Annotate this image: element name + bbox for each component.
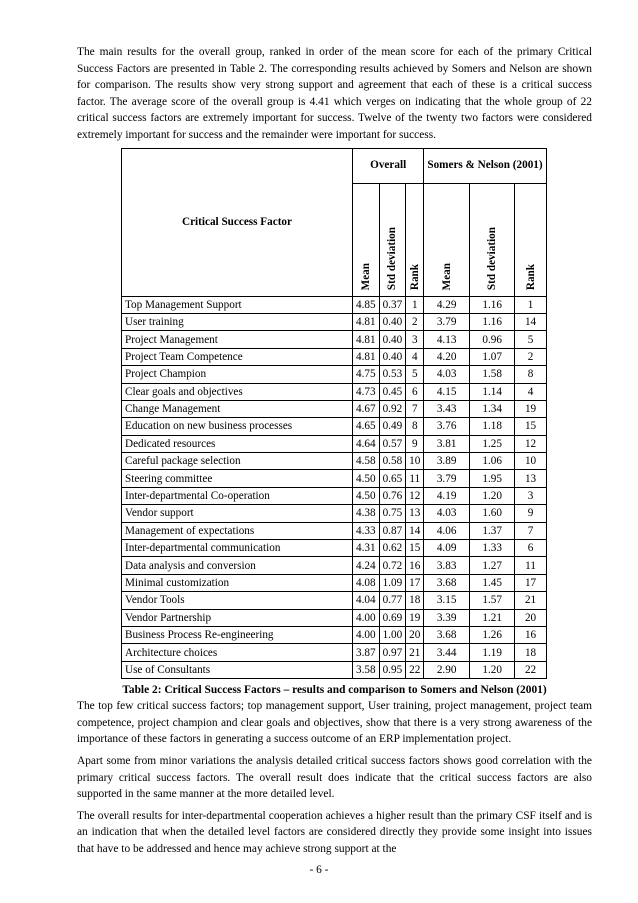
value-cell-r1: 6 (406, 383, 424, 400)
value-cell-s1: 0.37 (379, 296, 406, 313)
value-cell-s2: 1.19 (469, 644, 515, 661)
value-cell-r2: 9 (515, 505, 546, 522)
value-cell-m2: 3.15 (424, 592, 470, 609)
somers-mean-label: Mean (440, 263, 453, 291)
overall-group-header: Overall (353, 148, 424, 183)
value-cell-r1: 14 (406, 522, 424, 539)
value-cell-m1: 4.58 (353, 453, 380, 470)
somers-std-label: Std deviation (486, 227, 499, 291)
value-cell-s1: 1.09 (379, 574, 406, 591)
overall-std-label: Std deviation (386, 227, 399, 291)
factor-name-cell: Project Champion (122, 366, 353, 383)
factor-name-cell: Dedicated resources (122, 435, 353, 452)
value-cell-r2: 19 (515, 400, 546, 417)
table-row (122, 313, 547, 330)
value-cell-r1: 2 (406, 313, 424, 330)
value-cell-m2: 3.76 (424, 418, 470, 435)
value-cell-r1: 17 (406, 574, 424, 591)
value-cell-r2: 2 (515, 348, 546, 365)
value-cell-m2: 2.90 (424, 661, 470, 678)
table-row (122, 609, 547, 626)
value-cell-r2: 8 (515, 366, 546, 383)
value-cell-m1: 4.73 (353, 383, 380, 400)
value-cell-s2: 1.16 (469, 296, 515, 313)
value-cell-s1: 0.65 (379, 470, 406, 487)
value-cell-s1: 0.53 (379, 366, 406, 383)
value-cell-m2: 4.06 (424, 522, 470, 539)
overall-std-header (379, 183, 406, 296)
value-cell-r2: 15 (515, 418, 546, 435)
value-cell-s1: 0.95 (379, 661, 406, 678)
factor-column-header: Critical Success Factor (122, 148, 353, 296)
value-cell-r1: 18 (406, 592, 424, 609)
factor-name-cell: Vendor support (122, 505, 353, 522)
paragraph-interdepartmental: The overall results for inter-departmental cooperation achieves a higher result than the primary CSF itself and is an indication that when the detailed level factors are considered directly they provide some insight into issues that have to be addressed and hence may achieve strong support at the (77, 809, 592, 855)
overall-mean-header (353, 183, 380, 296)
value-cell-r1: 13 (406, 505, 424, 522)
table-row (122, 348, 547, 365)
table-row (122, 435, 547, 452)
value-cell-s1: 0.69 (379, 609, 406, 626)
value-cell-r1: 15 (406, 540, 424, 557)
value-cell-r1: 12 (406, 487, 424, 504)
value-cell-r1: 7 (406, 400, 424, 417)
value-cell-s2: 1.14 (469, 383, 515, 400)
factor-name-cell: Inter-departmental Co-operation (122, 487, 353, 504)
factor-name-cell: Use of Consultants (122, 661, 353, 678)
factor-name-cell: Vendor Partnership (122, 609, 353, 626)
table-row (122, 331, 547, 348)
value-cell-s1: 0.72 (379, 557, 406, 574)
value-cell-m2: 4.20 (424, 348, 470, 365)
factor-name-cell: Steering committee (122, 470, 353, 487)
csf-table (121, 148, 547, 680)
factor-name-cell: Architecture choices (122, 644, 353, 661)
value-cell-r2: 18 (515, 644, 546, 661)
value-cell-m1: 3.87 (353, 644, 380, 661)
value-cell-s1: 0.77 (379, 592, 406, 609)
factor-name-cell: Top Management Support (122, 296, 353, 313)
value-cell-s1: 0.49 (379, 418, 406, 435)
value-cell-s2: 1.60 (469, 505, 515, 522)
table-row (122, 592, 547, 609)
table-row (122, 296, 547, 313)
table-row (122, 470, 547, 487)
value-cell-m1: 3.58 (353, 661, 380, 678)
somers-rank-header (515, 183, 546, 296)
value-cell-s1: 0.97 (379, 644, 406, 661)
value-cell-s2: 1.26 (469, 626, 515, 643)
value-cell-r1: 4 (406, 348, 424, 365)
value-cell-r1: 5 (406, 366, 424, 383)
value-cell-m1: 4.81 (353, 331, 380, 348)
value-cell-r1: 11 (406, 470, 424, 487)
value-cell-s2: 1.95 (469, 470, 515, 487)
value-cell-s2: 1.34 (469, 400, 515, 417)
value-cell-m2: 4.13 (424, 331, 470, 348)
value-cell-r2: 16 (515, 626, 546, 643)
somers-mean-header (424, 183, 470, 296)
paragraph-top-factors: The top few critical success factors; top management support, User training, project management, project team competence, project champion and clear goals and objectives, show that there is a very strong awareness of the importance of these factors in generating a success outcome of an ERP implementation project. (77, 700, 592, 746)
table-row (122, 557, 547, 574)
value-cell-r1: 10 (406, 453, 424, 470)
value-cell-r1: 19 (406, 609, 424, 626)
value-cell-m1: 4.04 (353, 592, 380, 609)
factor-name-cell: Business Process Re-engineering (122, 626, 353, 643)
overall-rank-label: Rank (408, 264, 421, 291)
value-cell-r1: 20 (406, 626, 424, 643)
value-cell-r1: 8 (406, 418, 424, 435)
table-row (122, 626, 547, 643)
value-cell-s1: 0.92 (379, 400, 406, 417)
table-row (122, 644, 547, 661)
value-cell-m1: 4.31 (353, 540, 380, 557)
value-cell-s1: 0.58 (379, 453, 406, 470)
value-cell-m1: 4.75 (353, 366, 380, 383)
value-cell-m2: 3.68 (424, 574, 470, 591)
value-cell-s2: 1.21 (469, 609, 515, 626)
value-cell-m2: 4.09 (424, 540, 470, 557)
value-cell-m2: 4.03 (424, 505, 470, 522)
value-cell-s1: 0.40 (379, 313, 406, 330)
table-row (122, 400, 547, 417)
csf-table-body (122, 296, 547, 679)
factor-name-cell: Education on new business processes (122, 418, 353, 435)
value-cell-m1: 4.00 (353, 609, 380, 626)
value-cell-m1: 4.81 (353, 313, 380, 330)
factor-name-cell: User training (122, 313, 353, 330)
overall-mean-label: Mean (359, 263, 372, 291)
table-row (122, 487, 547, 504)
value-cell-m1: 4.65 (353, 418, 380, 435)
value-cell-s2: 1.16 (469, 313, 515, 330)
paragraph-correlation: Apart some from minor variations the analysis detailed critical success factors shows good correlation with the primary critical success factors. The overall result does indicate that the critical success factors are also supported in the same manner at the more detailed level. (77, 754, 592, 801)
value-cell-r2: 5 (515, 331, 546, 348)
table-row (122, 383, 547, 400)
factor-name-cell: Careful package selection (122, 453, 353, 470)
value-cell-m2: 3.79 (424, 470, 470, 487)
value-cell-s1: 0.45 (379, 383, 406, 400)
value-cell-s1: 0.62 (379, 540, 406, 557)
value-cell-r1: 16 (406, 557, 424, 574)
factor-name-cell: Inter-departmental communication (122, 540, 353, 557)
value-cell-s2: 1.45 (469, 574, 515, 591)
value-cell-s1: 0.76 (379, 487, 406, 504)
value-cell-s1: 0.57 (379, 435, 406, 452)
value-cell-m1: 4.50 (353, 470, 380, 487)
value-cell-s1: 1.00 (379, 626, 406, 643)
table-row (122, 418, 547, 435)
value-cell-r2: 13 (515, 470, 546, 487)
value-cell-m2: 3.39 (424, 609, 470, 626)
value-cell-m2: 3.81 (424, 435, 470, 452)
value-cell-r2: 12 (515, 435, 546, 452)
page-content (77, 44, 592, 858)
value-cell-r2: 6 (515, 540, 546, 557)
factor-name-cell: Change Management (122, 400, 353, 417)
factor-name-cell: Data analysis and conversion (122, 557, 353, 574)
value-cell-m1: 4.38 (353, 505, 380, 522)
factor-name-cell: Project Team Competence (122, 348, 353, 365)
value-cell-m1: 4.67 (353, 400, 380, 417)
value-cell-r1: 22 (406, 661, 424, 678)
value-cell-r1: 1 (406, 296, 424, 313)
table-row (122, 453, 547, 470)
value-cell-r2: 17 (515, 574, 546, 591)
value-cell-s2: 1.37 (469, 522, 515, 539)
value-cell-m2: 3.43 (424, 400, 470, 417)
value-cell-m2: 4.29 (424, 296, 470, 313)
value-cell-m1: 4.08 (353, 574, 380, 591)
value-cell-m1: 4.00 (353, 626, 380, 643)
value-cell-m1: 4.81 (353, 348, 380, 365)
table-caption: Table 2: Critical Success Factors – results and comparison to Somers and Nelson (2001) (122, 684, 547, 697)
value-cell-s2: 1.18 (469, 418, 515, 435)
value-cell-m2: 4.15 (424, 383, 470, 400)
intro-paragraph: The main results for the overall group, ranked in order of the mean score for each of the primary Critical Success Factors are presented in Table 2. The corresponding results achieved by Somers and Nelson are shown for comparison. The results show very strong support and agreement that each of these is a critical success factor. The average score of the overall group is 4.41 which verges on indicating that the whole group of 22 critical success factors are extremely important for success. Twelve of the twenty two factors were considered extremely important for success and the remainder were important for success. (77, 46, 592, 141)
value-cell-r1: 9 (406, 435, 424, 452)
table-row (122, 661, 547, 678)
factor-name-cell: Vendor Tools (122, 592, 353, 609)
value-cell-r1: 3 (406, 331, 424, 348)
table-row (122, 522, 547, 539)
value-cell-s2: 1.58 (469, 366, 515, 383)
value-cell-m2: 3.89 (424, 453, 470, 470)
value-cell-m1: 4.50 (353, 487, 380, 504)
value-cell-m1: 4.33 (353, 522, 380, 539)
value-cell-r2: 14 (515, 313, 546, 330)
value-cell-m1: 4.85 (353, 296, 380, 313)
table-header-row-1 (122, 148, 547, 183)
value-cell-s2: 1.20 (469, 661, 515, 678)
somers-rank-label: Rank (524, 264, 537, 291)
somers-group-header: Somers & Nelson (2001) (424, 148, 546, 183)
value-cell-s1: 0.40 (379, 348, 406, 365)
value-cell-s2: 1.07 (469, 348, 515, 365)
value-cell-m2: 3.83 (424, 557, 470, 574)
value-cell-s2: 1.33 (469, 540, 515, 557)
value-cell-r2: 21 (515, 592, 546, 609)
value-cell-r1: 21 (406, 644, 424, 661)
page-number: - 6 - (309, 864, 329, 876)
somers-std-header (469, 183, 515, 296)
value-cell-m2: 3.44 (424, 644, 470, 661)
value-cell-s2: 1.25 (469, 435, 515, 452)
factor-name-cell: Clear goals and objectives (122, 383, 353, 400)
value-cell-r2: 20 (515, 609, 546, 626)
table-row (122, 574, 547, 591)
value-cell-m2: 3.68 (424, 626, 470, 643)
table-row (122, 366, 547, 383)
value-cell-s1: 0.75 (379, 505, 406, 522)
value-cell-r2: 4 (515, 383, 546, 400)
value-cell-r2: 10 (515, 453, 546, 470)
value-cell-s2: 1.27 (469, 557, 515, 574)
factor-name-cell: Management of expectations (122, 522, 353, 539)
value-cell-m1: 4.24 (353, 557, 380, 574)
value-cell-r2: 3 (515, 487, 546, 504)
table-row (122, 505, 547, 522)
value-cell-m1: 4.64 (353, 435, 380, 452)
value-cell-r2: 11 (515, 557, 546, 574)
factor-name-cell: Project Management (122, 331, 353, 348)
value-cell-r2: 1 (515, 296, 546, 313)
value-cell-s2: 1.20 (469, 487, 515, 504)
value-cell-s1: 0.40 (379, 331, 406, 348)
value-cell-r2: 22 (515, 661, 546, 678)
value-cell-m2: 4.19 (424, 487, 470, 504)
value-cell-r2: 7 (515, 522, 546, 539)
value-cell-s2: 0.96 (469, 331, 515, 348)
value-cell-s2: 1.06 (469, 453, 515, 470)
overall-rank-header (406, 183, 424, 296)
table-row (122, 540, 547, 557)
value-cell-m2: 4.03 (424, 366, 470, 383)
factor-name-cell: Minimal customization (122, 574, 353, 591)
value-cell-s2: 1.57 (469, 592, 515, 609)
value-cell-m2: 3.79 (424, 313, 470, 330)
value-cell-s1: 0.87 (379, 522, 406, 539)
